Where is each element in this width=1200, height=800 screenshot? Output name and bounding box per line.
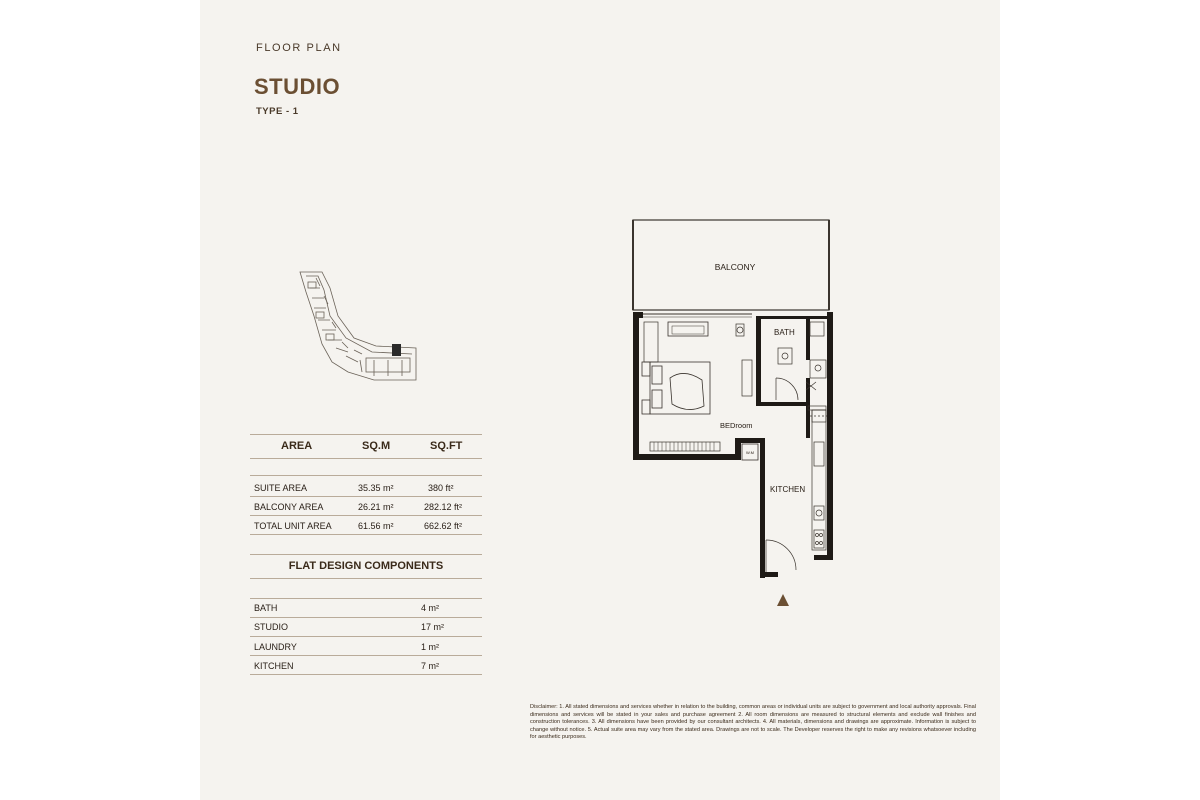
- section-eyebrow: FLOOR PLAN: [256, 42, 342, 54]
- bedroom-label: BEDroom: [720, 421, 753, 430]
- kitchen-counter: [766, 382, 827, 572]
- floor-plan-sheet: [200, 0, 1000, 800]
- components-heading: FLAT DESIGN COMPONENTS: [288, 560, 444, 572]
- area-row-label: TOTAL UNIT AREA: [254, 521, 332, 531]
- sqft-header: SQ.FT: [430, 440, 463, 452]
- entrance-marker: [777, 594, 789, 606]
- component-row-value: 7 m²: [421, 661, 439, 671]
- component-row-value: 4 m²: [421, 603, 439, 613]
- component-row-label: KITCHEN: [254, 661, 294, 671]
- unit-title: STUDIO: [254, 74, 341, 99]
- area-row-sqm: 61.56 m²: [358, 521, 394, 531]
- bed: [642, 362, 710, 414]
- area-row-sqft: 380 ft²: [428, 483, 454, 493]
- kitchen-label: KITCHEN: [770, 485, 806, 494]
- unit-type: TYPE - 1: [256, 106, 299, 117]
- sqm-header: SQ.M: [362, 440, 391, 452]
- unit-location-marker: [392, 344, 401, 356]
- window-grille: [650, 442, 720, 451]
- area-row-sqft: 662.62 ft²: [424, 521, 463, 531]
- area-header: AREA: [281, 440, 313, 452]
- area-row-sqft: 282.12 ft²: [424, 502, 463, 512]
- exterior-walls: [633, 312, 833, 578]
- area-row-label: SUITE AREA: [254, 483, 308, 493]
- area-row-sqm: 35.35 m²: [358, 483, 394, 493]
- wm-label: W.M: [746, 450, 754, 455]
- component-row-label: LAUNDRY: [254, 642, 297, 652]
- component-row-value: 17 m²: [421, 622, 445, 632]
- balcony-label: BALCONY: [714, 262, 756, 272]
- key-plan-building: [296, 268, 426, 388]
- disclaimer-text: Disclaimer: 1. All stated dimensions and services whether in relation to the building, common areas or individual units are subject to government and local authority approvals. Final dimensions and services will be stated in your sales and purchase agreement 2. All room dimensions are measured to structural elements and exclude wall finishes and construction tolerances. 3. All dimensions have been provided by our consultant architects. 4. All materials, dimensions and drawings are approximate. Information is subject to change without notice. 5. Actual suite area may vary from the stated area. Drawings are not to scale. The Developer reserves the right to make any revisions whatsoever including for aesthetic purposes.: [530, 704, 976, 741]
- unit-floor-plan: [620, 210, 850, 610]
- area-row-sqm: 26.21 m²: [358, 502, 394, 512]
- component-row-label: STUDIO: [254, 622, 289, 632]
- area-row-label: BALCONY AREA: [254, 502, 324, 512]
- component-row-value: 1 m²: [421, 642, 439, 652]
- bath-label: BATH: [774, 328, 795, 337]
- component-row-label: BATH: [254, 603, 278, 613]
